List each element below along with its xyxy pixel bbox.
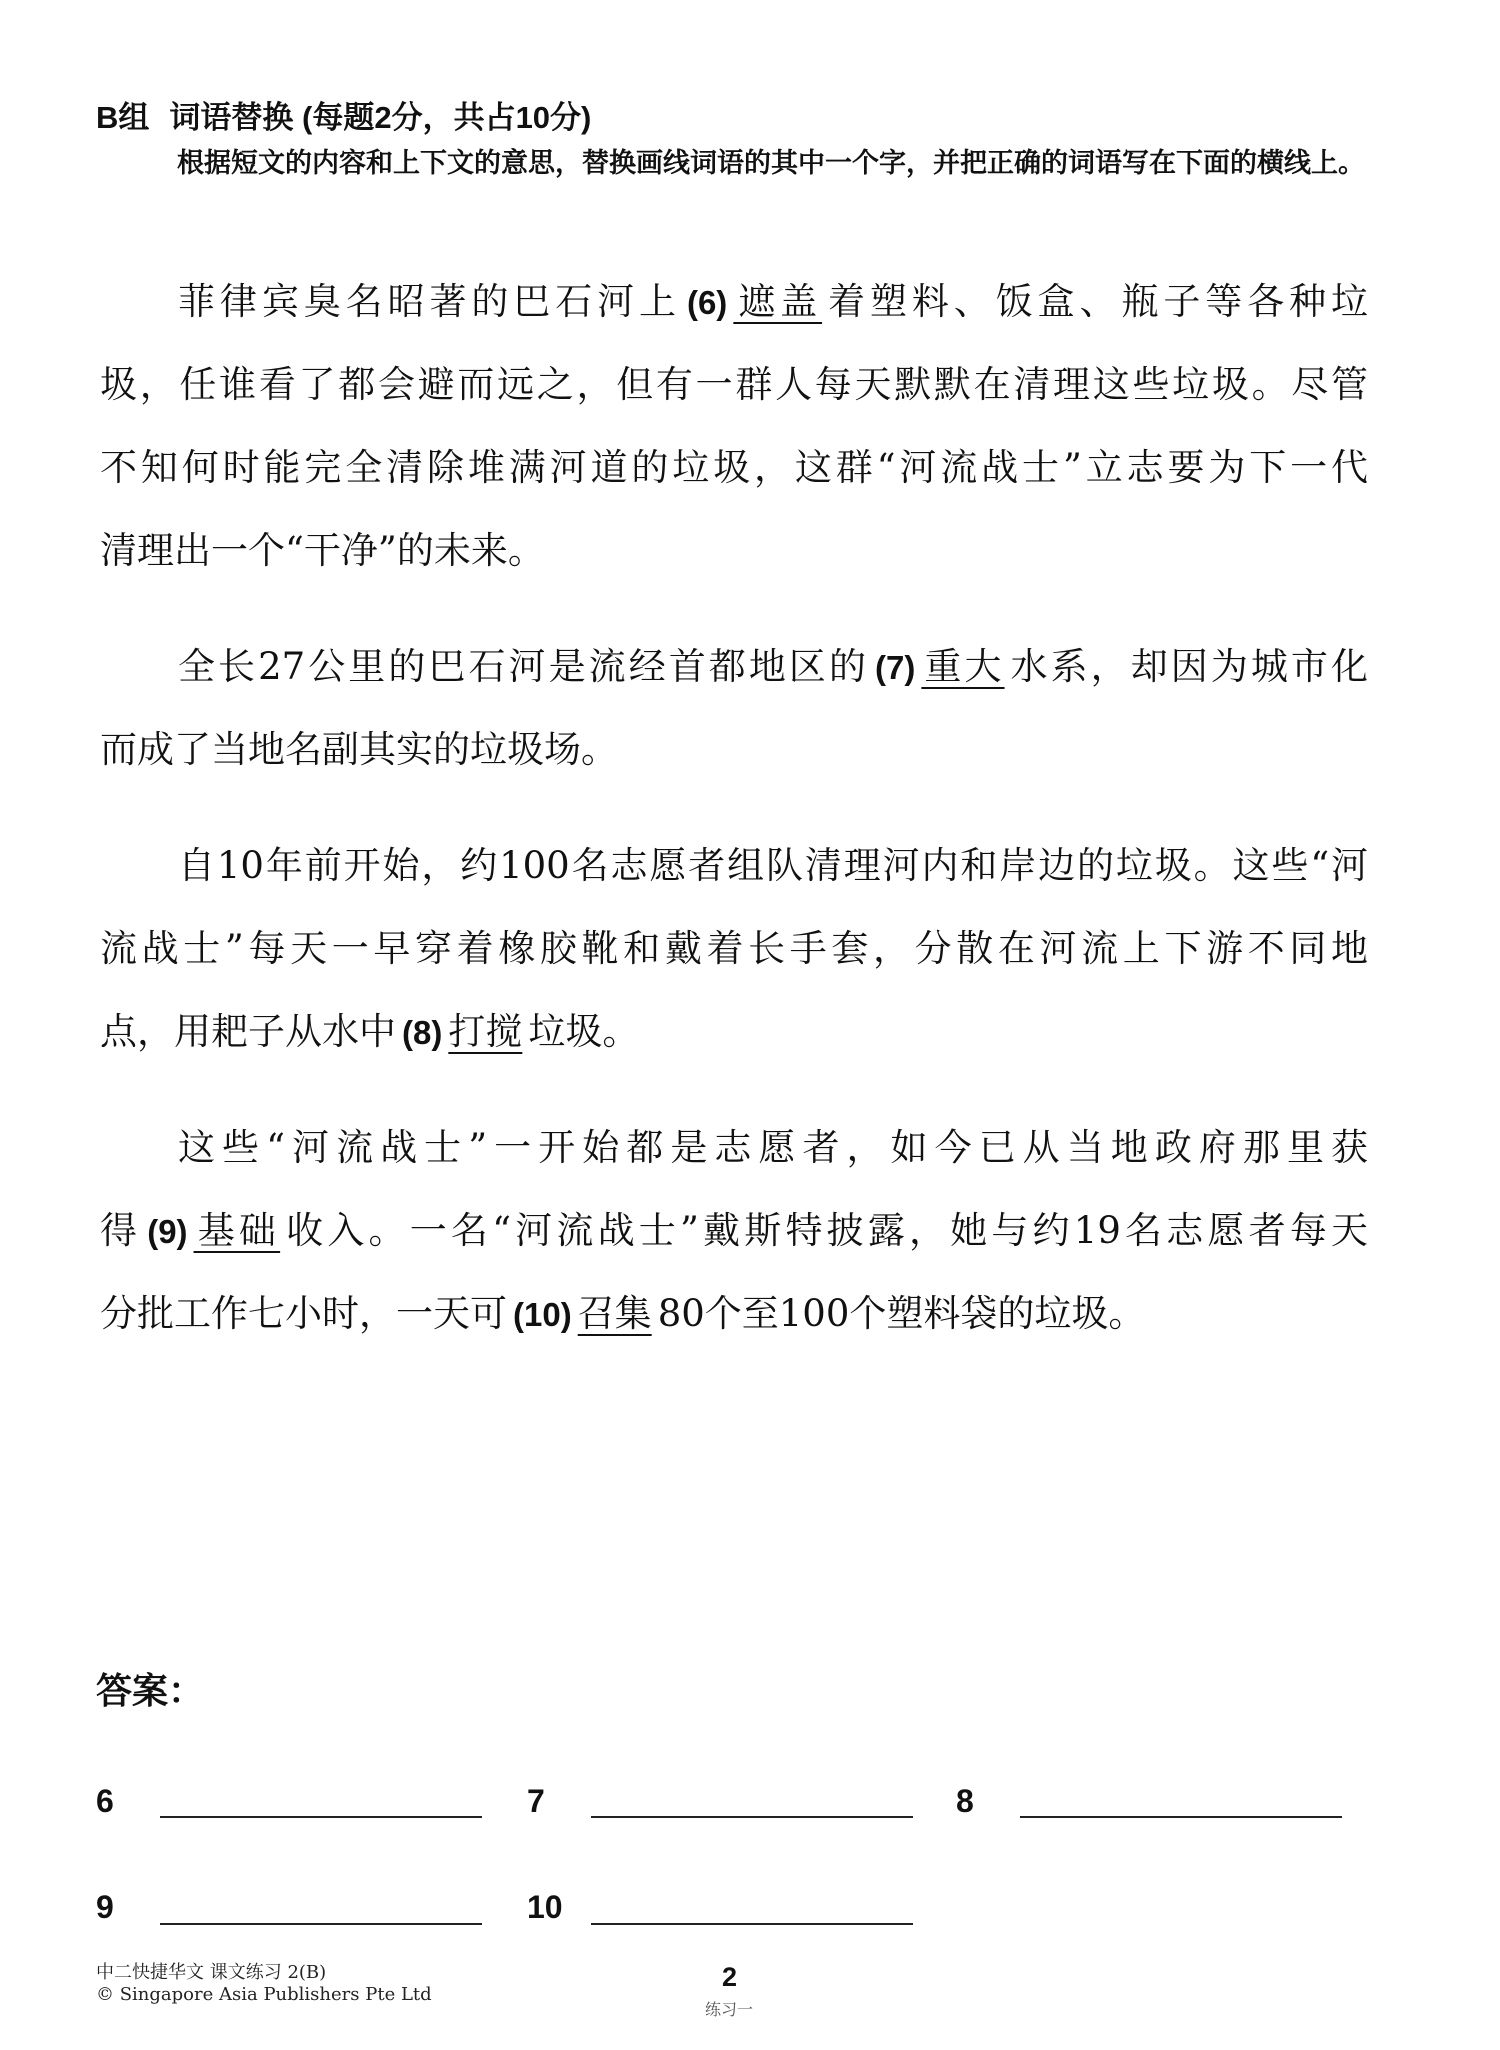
question-number: (7) — [875, 649, 916, 686]
underlined-word: 打搅 — [448, 1010, 523, 1053]
paragraph — [100, 836, 1368, 1085]
passage-line — [100, 521, 1368, 604]
answer-number-8: 8 — [956, 1783, 974, 1819]
answer-label: 答案： — [96, 1670, 205, 1711]
instructions: 根据短文的内容和上下文的意思，替换画线词语的其中一个字，并把正确的词语写在下面的横线上。 — [177, 148, 1365, 178]
book-title: 中二快捷华文 课文练习 2(B) — [96, 1962, 327, 1983]
passage-text: 菲律宾臭名昭著的巴石河上 — [178, 280, 681, 323]
answer-line-10[interactable] — [591, 1923, 913, 1925]
passage-line — [100, 272, 1368, 355]
answer-line-6[interactable] — [160, 1816, 482, 1818]
underlined-word: 遮盖 — [733, 280, 823, 323]
passage-text: 自10年前开始，约100名志愿者组队清理河内和岸边的垃圾。这些“河 — [178, 844, 1368, 887]
passage-text: 水系，却因为城市化 — [1010, 645, 1368, 688]
paragraph — [100, 637, 1368, 803]
underlined-word: 召集 — [577, 1292, 652, 1335]
passage-text: 全长27公里的巴石河是流经首都地区的 — [178, 645, 870, 688]
passage-line — [100, 637, 1368, 720]
passage-text: 分批工作七小时，一天可 — [100, 1292, 507, 1335]
question-number: (6) — [686, 284, 728, 321]
page-number: 2 — [722, 1962, 738, 1992]
passage-line — [100, 720, 1368, 803]
passage-text: 收入。一名“河流战士”戴斯特披露，她与约19名志愿者每天 — [286, 1209, 1368, 1252]
paragraph — [100, 272, 1368, 604]
answer-number-10: 10 — [527, 1889, 563, 1925]
group-label: B组 — [96, 100, 150, 135]
question-number: (10) — [513, 1296, 572, 1333]
passage-text: 点，用耙子从水中 — [100, 1010, 396, 1053]
passage-text: 流战士”每天一早穿着橡胶靴和戴着长手套，分散在河流上下游不同地 — [100, 927, 1368, 970]
passage-line — [100, 1201, 1368, 1284]
passage-text: 不知何时能完全清除堆满河道的垃圾，这群“河流战士”立志要为下一代 — [100, 446, 1368, 489]
passage-line — [100, 438, 1368, 521]
section-label: 练习一 — [705, 2000, 754, 2019]
passage-text: 80个至100个塑料袋的垃圾。 — [657, 1292, 1146, 1335]
underlined-word: 基础 — [193, 1209, 281, 1252]
underlined-word: 重大 — [921, 645, 1005, 688]
passage-text: 清理出一个“干净”的未来。 — [100, 529, 545, 572]
passage-line — [100, 1002, 1368, 1085]
question-number: (8) — [402, 1014, 443, 1051]
passage-line — [100, 1284, 1368, 1367]
passage-text: 这些“河流战士”一开始都是志愿者，如今已从当地政府那里获 — [178, 1126, 1368, 1169]
copyright: © Singapore Asia Publishers Pte Ltd — [96, 1984, 432, 2005]
footer-left — [96, 1962, 432, 2006]
passage-line — [100, 919, 1368, 1002]
answer-line-7[interactable] — [591, 1816, 913, 1818]
answer-number-6: 6 — [96, 1783, 114, 1819]
passage-line — [100, 1118, 1368, 1201]
answer-number-9: 9 — [96, 1889, 114, 1925]
answer-number-7: 7 — [527, 1783, 545, 1819]
question-number: (9) — [147, 1213, 188, 1250]
passage-text: 而成了当地名副其实的垃圾场。 — [100, 728, 618, 771]
passage-line — [100, 355, 1368, 438]
passage-text: 着塑料、饭盒、瓶子等各种垃 — [828, 280, 1368, 323]
passage-line — [100, 836, 1368, 919]
answer-line-8[interactable] — [1020, 1816, 1342, 1818]
passage — [100, 272, 1368, 1400]
passage-text: 垃圾。 — [528, 1010, 640, 1053]
section-title: 词语替换 (每题2分，共占10分) — [169, 100, 592, 135]
answer-line-9[interactable] — [160, 1923, 482, 1925]
passage-text: 圾，任谁看了都会避而远之，但有一群人每天默默在清理这些垃圾。尽管 — [100, 363, 1368, 406]
paragraph — [100, 1118, 1368, 1367]
section-heading — [96, 92, 591, 137]
passage-text: 得 — [100, 1209, 142, 1252]
